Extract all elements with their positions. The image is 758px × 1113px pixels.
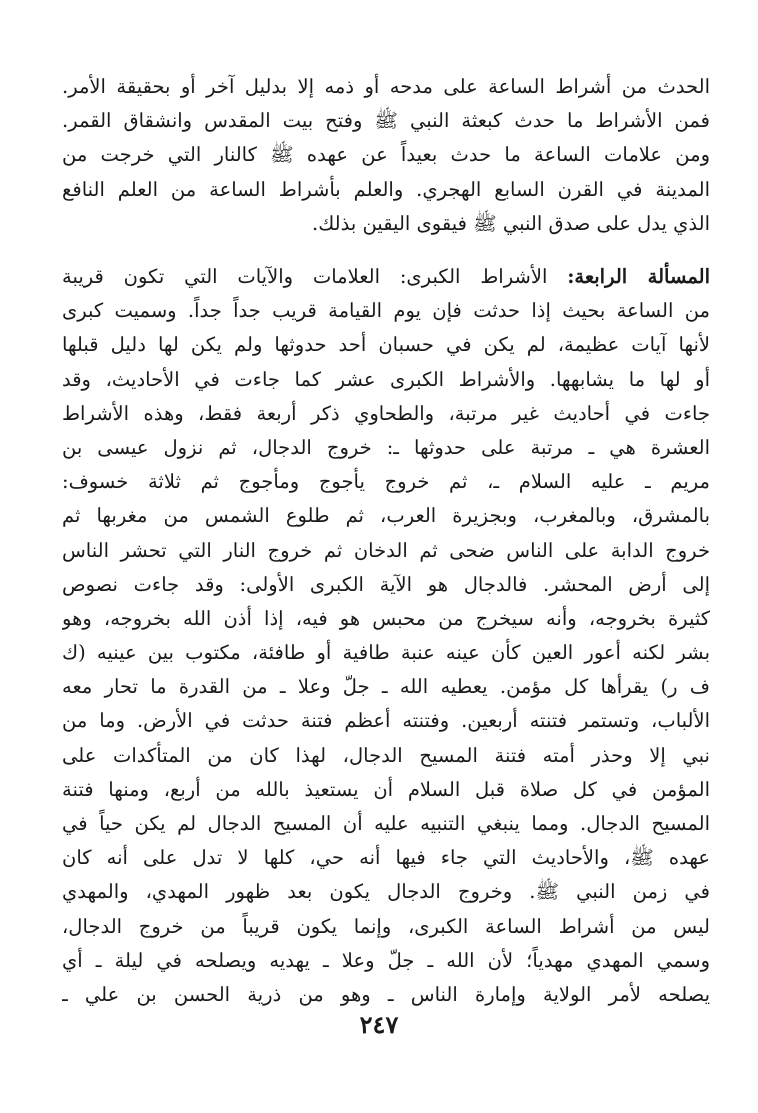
- paragraph-2: [62, 260, 710, 1012]
- text-line: بشر لكنه أعور العين كأن عينه عنبة طافية أو طافئة، مكتوب بين عينيه (ك: [62, 641, 710, 665]
- text-line: عهده ﷺ، والأحاديث التي جاء فيها أنه حي، كلها لا تدل على أنه كان: [62, 846, 710, 870]
- text-line-first: [62, 260, 710, 294]
- text-line: إلى أرض المحشر. فالدجال هو الآية الكبرى الأولى: وقد جاءت نصوص: [62, 572, 710, 596]
- text-line: مريم ـ عليه السلام ـ، ثم خروج يأجوج ومأجوج ثم ثلاثة خسوف:: [62, 470, 710, 494]
- text-line: جاءت في أحاديث غير مرتبة، والطحاوي ذكر أربعة فقط، وهذه الأشراط: [62, 401, 710, 425]
- text-line: في زمن النبي ﷺ. وخروج الدجال يكون بعد ظهور المهدي، والمهدي: [62, 880, 710, 904]
- text-line: فمن الأشراط ما حدث كبعثة النبي ﷺ وفتح بيت المقدس وانشقاق القمر.: [62, 109, 710, 133]
- text-line: ومن علامات الساعة ما حدث بعيداً عن عهده ﷺ كالنار التي خرجت من: [62, 143, 710, 167]
- paragraph-1: [62, 70, 710, 241]
- text-line: الذي يدل على صدق النبي ﷺ فيقوى اليقين بذلك.: [312, 211, 710, 235]
- text-line: لأنها آيات عظيمة، لم يكن في حسبان أحد حدوثها ولم يكن لها دليل قبلها: [62, 333, 710, 357]
- text-line: المدينة في القرن السابع الهجري. والعلم بأشراط الساعة من العلم النافع: [62, 177, 710, 201]
- text-line: وسمي المهدي مهدياً؛ لأن الله ـ جلّ وعلا ـ يهديه ويصلحه في ليلة ـ أي: [62, 948, 710, 972]
- text-line: يصلحه لأمر الولاية وإمارة الناس ـ وهو من ذرية الحسن بن علي ـ: [62, 982, 710, 1006]
- text-line: خروج الدابة على الناس ضحى ثم الدخان ثم خروج النار التي تحشر الناس: [62, 538, 710, 562]
- text-line: بالمشرق، وبالمغرب، وبجزيرة العرب، ثم طلوع الشمس من مغربها ثم: [62, 504, 710, 528]
- text-line: العشرة هي ـ مرتبة على حدوثها ـ: خروج الدجال، ثم نزول عيسى بن: [62, 435, 710, 459]
- heading-rest: الأشراط الكبرى: العلامات والآيات التي تكون قريبة: [62, 265, 548, 288]
- text-line: كثيرة بخروجه، وأنه سيخرج من محبس هو فيه، إذا أذن الله بخروجه، وهو: [62, 606, 710, 630]
- text-line: نبي إلا وحذر أمته فتنة المسيح الدجال، لهذا كان من المتأكدات على: [62, 743, 710, 767]
- text-line: الألباب، وتستمر فتنته أربعين. وفتنته أعظم فتنة حدثت في الأرض. وما من: [62, 709, 710, 733]
- text-line: المسيح الدجال. ومما ينبغي التنبيه عليه أن المسيح الدجال لم يكن حياً في: [62, 812, 710, 835]
- text-line: ف ر) يقرأها كل مؤمن. يعطيه الله ـ جلّ وعلا ـ من القدرة ما تحار معه: [62, 675, 710, 699]
- section-heading: المسألة الرابعة:: [567, 265, 710, 288]
- text-line: الحدث من أشراط الساعة على مدحه أو ذمه إلا بدليل آخر أو بحقيقة الأمر.: [62, 75, 710, 98]
- text-line: ليس من أشراط الساعة الكبرى، وإنما يكون قريباً من خروج الدجال،: [62, 914, 710, 938]
- text-line: من الساعة بحيث إذا حدثت فإن يوم القيامة قريب جداً جداً. وسميت كبرى: [62, 299, 710, 323]
- page-number: ٢٤٧: [359, 1010, 399, 1039]
- text-line: المؤمن في كل صلاة قبل السلام أن يستعيذ بالله من أربع، ومنها فتنة: [62, 777, 710, 801]
- text-line: أو لها ما يشابهها. والأشراط الكبرى عشر كما جاءت في الأحاديث، وقد: [62, 367, 710, 391]
